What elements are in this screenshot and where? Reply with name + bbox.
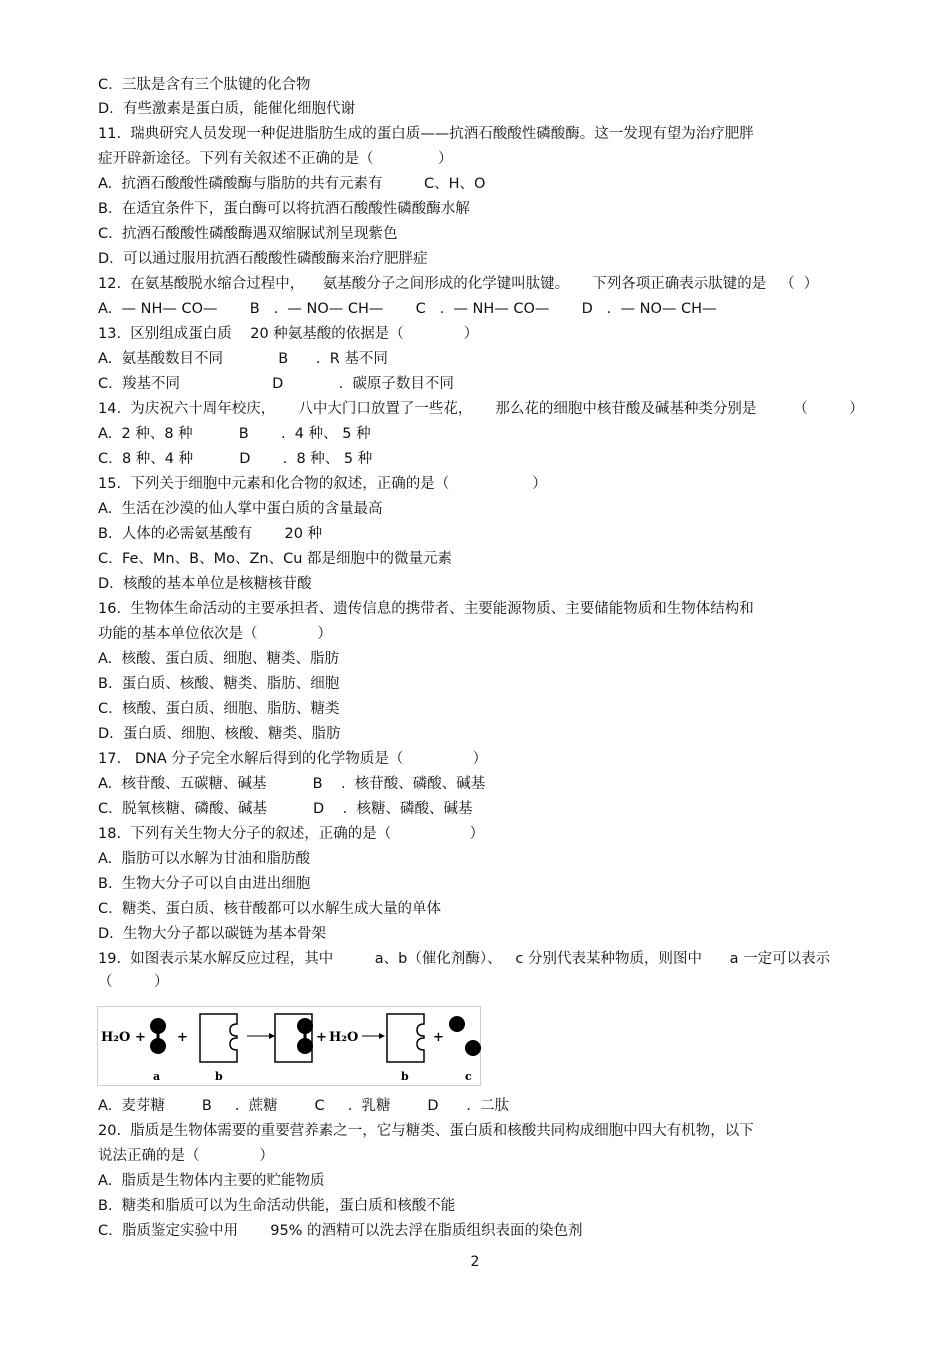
options-cd-q13: C. 羧基不同 D . 碳原子数目不同 bbox=[98, 376, 454, 392]
question-20-cont: 说法正确的是（ ） bbox=[98, 1148, 274, 1164]
option-d-q16: D. 蛋白质、细胞、核酸、糖类、脂肪 bbox=[98, 726, 341, 742]
option-c-q20: C. 脂质鉴定实验中用 95% 的酒精可以洗去浮在脂质组织表面的染色剂 bbox=[98, 1223, 583, 1239]
question-11-cont: 症开辟新途径。下列有关叙述不正确的是（ ） bbox=[98, 151, 453, 167]
enzyme-b bbox=[200, 1014, 237, 1062]
option-a-q11: A. 抗酒石酸酸性磷酸酶与脂肪的共有元素有 C、H、O bbox=[98, 176, 486, 192]
enzyme-b-released bbox=[387, 1014, 424, 1062]
plus-sign-2: + bbox=[177, 1030, 188, 1045]
plus-sign-4: + bbox=[433, 1030, 444, 1045]
water-label: H₂O bbox=[101, 1030, 131, 1045]
options-cd-q17: C. 脱氧核糖、磷酸、碱基 D . 核糖、磷酸、碱基 bbox=[98, 801, 473, 817]
question-11: 11. 瑞典研究人员发现一种促进脂肪生成的蛋白质——抗酒石酸酸性磷酸酶。这一发现有望为治疗肥胖 bbox=[98, 126, 754, 142]
options-q19: A. 麦芽糖 B . 蔗糖 C . 乳糖 D . 二肽 bbox=[98, 1098, 510, 1114]
question-15: 15. 下列关于细胞中元素和化合物的叙述，正确的是（ ） bbox=[98, 476, 547, 492]
molecule-a-top bbox=[150, 1018, 166, 1034]
label-b-2: b bbox=[401, 1070, 409, 1083]
option-a-q15: A. 生活在沙漠的仙人掌中蛋白质的含量最高 bbox=[98, 501, 383, 517]
option-d-q10: D. 有些激素是蛋白质，能催化细胞代谢 bbox=[98, 101, 355, 117]
option-b-q20: B. 糖类和脂质可以为生命活动供能，蛋白质和核酸不能 bbox=[98, 1198, 456, 1214]
option-c-q16: C. 核酸、蛋白质、细胞、脂肪、糖类 bbox=[98, 701, 340, 717]
label-c: c bbox=[465, 1070, 472, 1083]
question-19: 19. 如图表示某水解反应过程，其中 a、b（催化剂酶）、 c 分别代表某种物质，则图中 a 一定可以表示 bbox=[98, 951, 831, 967]
options-cd-q14: C. 8 种、4 种 D . 8 种、 5 种 bbox=[98, 451, 373, 467]
options-ab-q14: A. 2 种、8 种 B . 4 种、 5 种 bbox=[98, 426, 371, 442]
options-ab-q13: A. 氨基酸数目不同 B . R 基不同 bbox=[98, 351, 388, 367]
plus-sign-1: + bbox=[135, 1030, 146, 1045]
label-b-1: b bbox=[215, 1070, 223, 1083]
option-d-q11: D. 可以通过服用抗酒石酸酸性磷酸酶来治疗肥胖症 bbox=[98, 251, 428, 267]
option-c-q10: C. 三肽是含有三个肽键的化合物 bbox=[98, 77, 311, 93]
options-q12: A. — NH— CO— B . — NO— CH— C . — NH— CO— D . — NO— CH— bbox=[98, 301, 717, 317]
hydrolysis-diagram bbox=[97, 1006, 481, 1086]
product-c-bottom bbox=[465, 1040, 481, 1056]
option-c-q11: C. 抗酒石酸酸性磷酸酶遇双缩脲试剂呈现紫色 bbox=[98, 226, 398, 242]
question-18: 18. 下列有关生物大分子的叙述，正确的是（ ） bbox=[98, 826, 485, 842]
question-20: 20. 脂质是生物体需要的重要营养素之一，它与糖类、蛋白质和核酸共同构成细胞中四大有机物，以下 bbox=[98, 1123, 754, 1139]
question-13: 13. 区别组成蛋白质 20 种氨基酸的依据是（ ） bbox=[98, 326, 479, 342]
option-c-q15: C. Fe、Mn、B、Mo、Zn、Cu 都是细胞中的微量元素 bbox=[98, 551, 452, 567]
question-16-cont: 功能的基本单位依次是（ ） bbox=[98, 626, 332, 642]
product-c-top bbox=[449, 1016, 465, 1032]
option-b-q16: B. 蛋白质、核酸、糖类、脂肪、细胞 bbox=[98, 676, 340, 692]
options-ab-q17: A. 核苷酸、五碳糖、碱基 B . 核苷酸、磷酸、碱基 bbox=[98, 776, 486, 792]
page-number: 2 bbox=[470, 1254, 480, 1270]
option-a-q20: A. 脂质是生物体内主要的贮能物质 bbox=[98, 1173, 325, 1189]
option-d-q15: D. 核酸的基本单位是核糖核苷酸 bbox=[98, 576, 312, 592]
question-14: 14. 为庆祝六十周年校庆， 八中大门口放置了一些花， 那么花的细胞中核苷酸及碱基种类分别是 （ ） bbox=[98, 401, 864, 417]
question-16: 16. 生物体生命活动的主要承担者、遗传信息的携带者、主要能源物质、主要储能物质和生物体结构和 bbox=[98, 601, 754, 617]
option-a-q18: A. 脂肪可以水解为甘油和脂肪酸 bbox=[98, 851, 310, 867]
option-d-q18: D. 生物大分子都以碳链为基本骨架 bbox=[98, 926, 326, 942]
label-a: a bbox=[153, 1070, 161, 1083]
option-b-q11: B. 在适宜条件下，蛋白酶可以将抗酒石酸酸性磷酸酶水解 bbox=[98, 201, 470, 217]
complex-molecule-bottom bbox=[297, 1038, 313, 1054]
water-label-2: H₂O bbox=[329, 1030, 359, 1045]
option-a-q16: A. 核酸、蛋白质、细胞、糖类、脂肪 bbox=[98, 651, 339, 667]
option-b-q18: B. 生物大分子可以自由进出细胞 bbox=[98, 876, 311, 892]
question-17: 17. DNA 分子完全水解后得到的化学物质是（ ） bbox=[98, 751, 488, 767]
plus-sign-3: + bbox=[316, 1030, 327, 1045]
option-c-q18: C. 糖类、蛋白质、核苷酸都可以水解生成大量的单体 bbox=[98, 901, 441, 917]
question-19-cont: （ ） bbox=[98, 974, 169, 990]
complex-molecule-top bbox=[297, 1018, 313, 1034]
option-b-q15: B. 人体的必需氨基酸有 20 种 bbox=[98, 526, 323, 542]
molecule-a-bottom bbox=[150, 1038, 166, 1054]
question-12: 12. 在氨基酸脱水缩合过程中， 氨基酸分子之间形成的化学键叫肽键。 下列各项正确表示肽键的是 （ ） bbox=[98, 276, 819, 292]
